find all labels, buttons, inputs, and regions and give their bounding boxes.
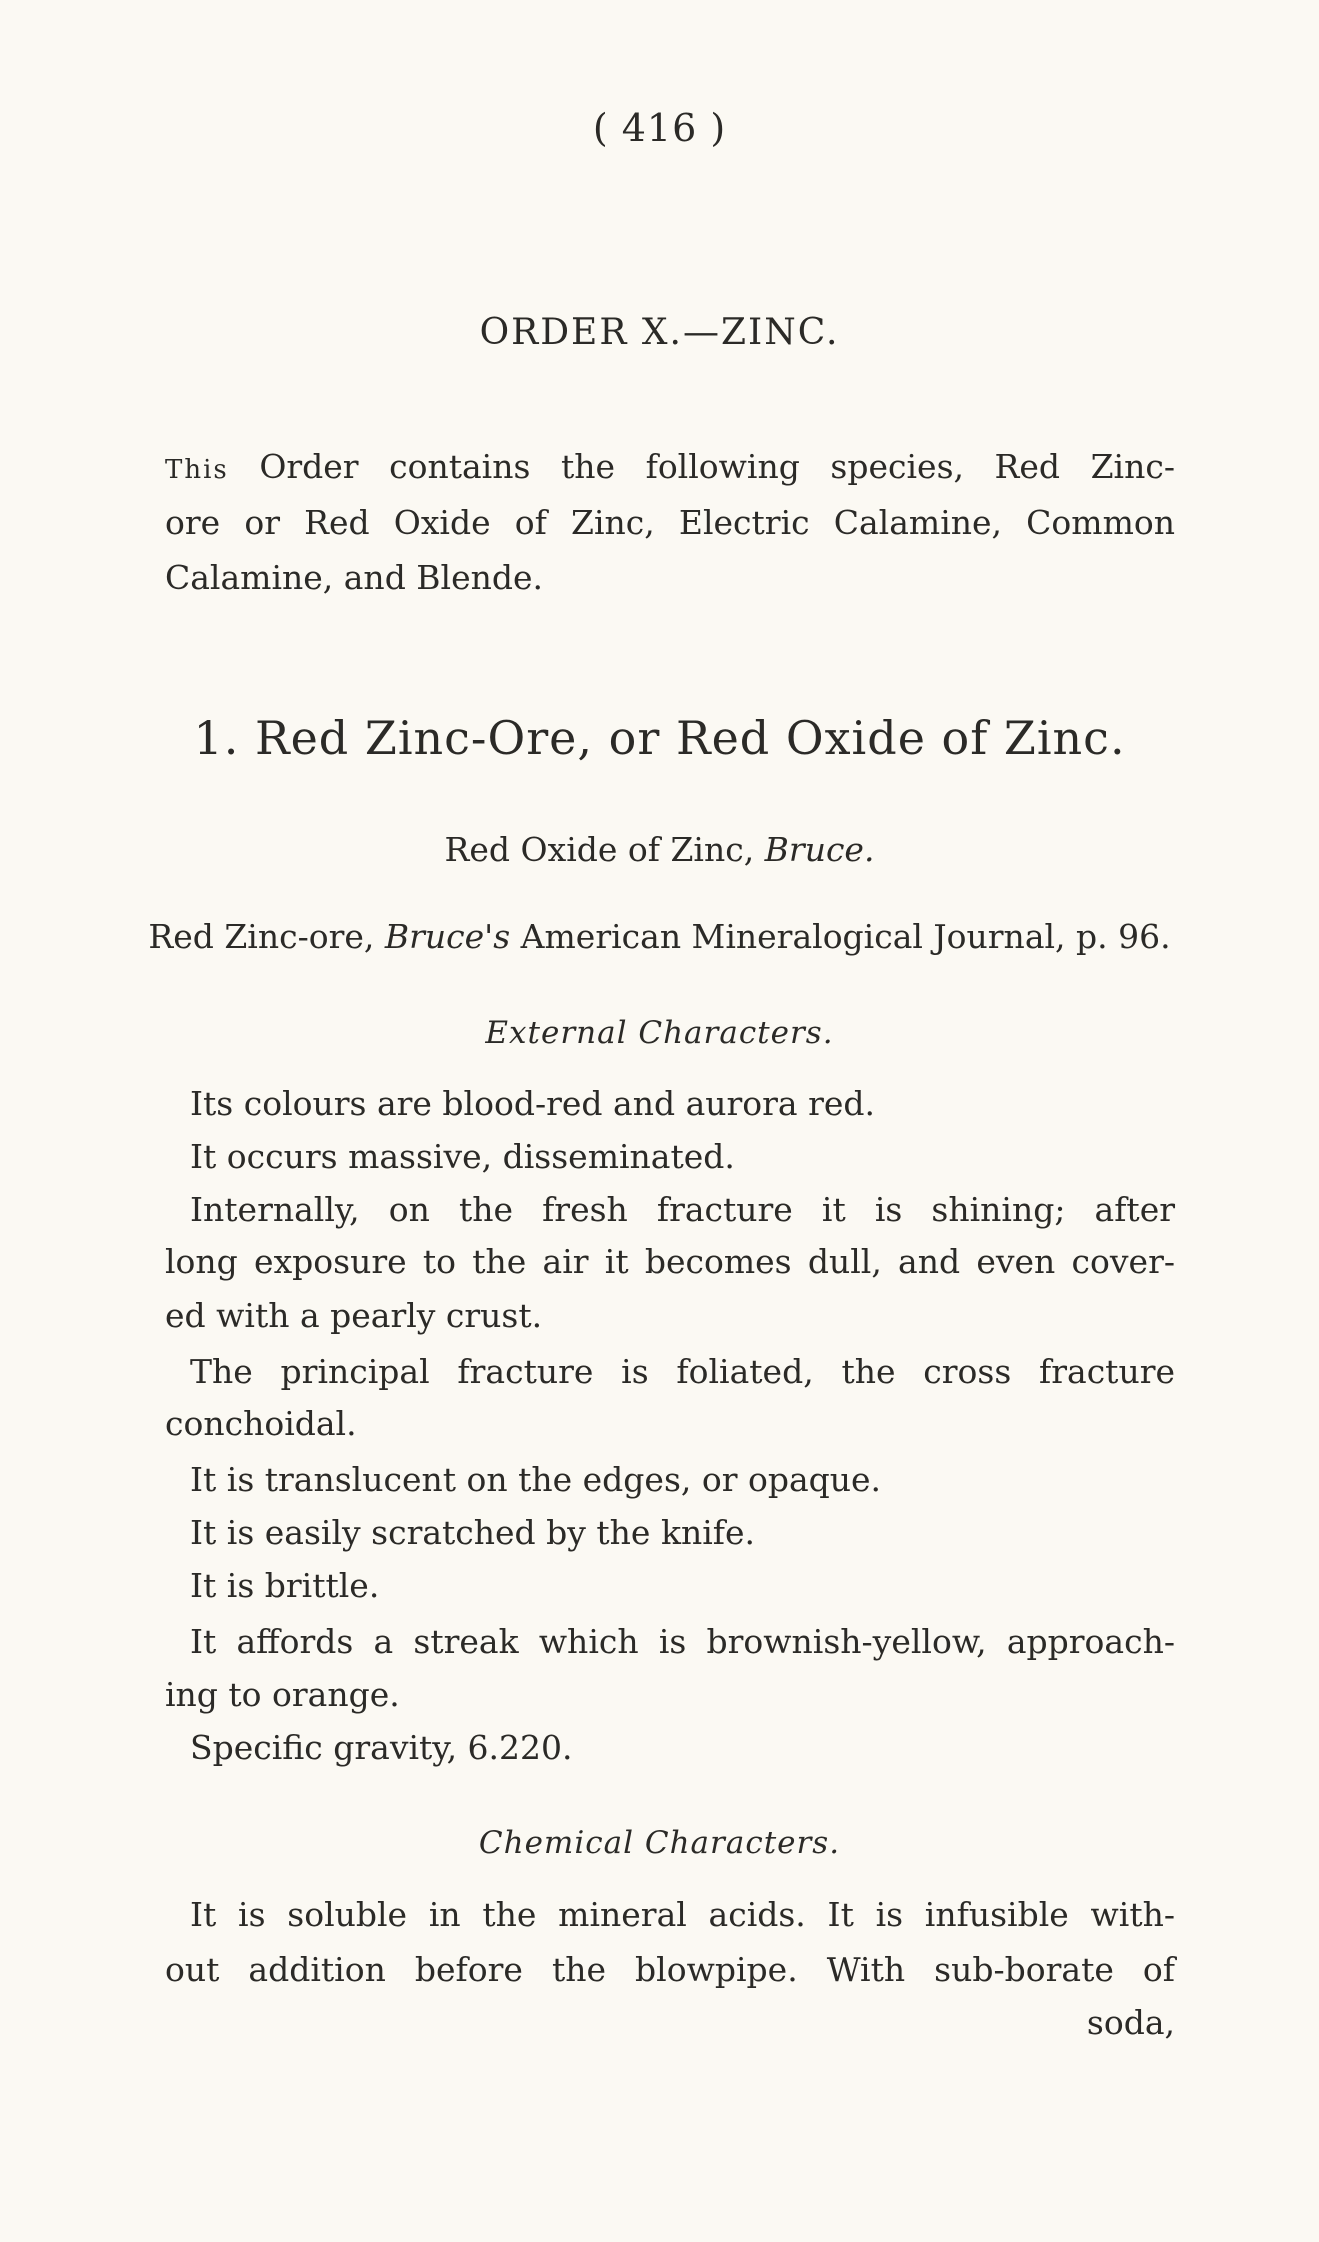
order-title: ORDER X.—ZINC. [479, 312, 840, 353]
external-line: Its colours are blood-red and aurora red. [190, 1084, 875, 1123]
external-line: It is brittle. [190, 1566, 380, 1605]
chemical-characters-heading: Chemical Characters. [478, 1825, 841, 1861]
external-line: It is easily scratched by the knife. [190, 1513, 755, 1552]
external-line: Specific gravity, 6.220. [190, 1728, 573, 1767]
synonym-1-text: Red Oxide of Zinc, [444, 830, 765, 869]
intro-lead-word: This [165, 455, 229, 485]
intro-line-1-text: Order contains the following species, Red Zinc- [228, 447, 1175, 486]
synonym-2-suffix: American Mineralogical Journal, p. 96. [510, 917, 1171, 956]
chemical-line: It is soluble in the mineral acids. It is infusible with- [190, 1895, 1175, 1934]
synonym-2-author: Bruce's [384, 917, 511, 956]
external-line: It is translucent on the edges, or opaque. [190, 1460, 882, 1499]
intro-line-1 [165, 447, 1175, 490]
chemical-line: out addition before the blowpipe. With sub-borate of [165, 1950, 1175, 1989]
external-line: ed with a pearly crust. [165, 1296, 543, 1335]
intro-line-2: ore or Red Oxide of Zinc, Electric Calamine, Common [165, 503, 1175, 542]
synonym-1 [0, 830, 1319, 870]
species-heading: 1. Red Zinc-Ore, or Red Oxide of Zinc. [193, 711, 1126, 765]
external-line: ing to orange. [165, 1675, 400, 1714]
external-characters-heading: External Characters. [485, 1015, 834, 1051]
external-line: The principal fracture is foliated, the cross fracture [190, 1352, 1175, 1391]
catchword: soda, [1086, 2003, 1175, 2042]
external-line: It affords a streak which is brownish-yellow, approach- [190, 1622, 1175, 1661]
external-line: Internally, on the fresh fracture it is shining; after [190, 1190, 1175, 1229]
synonym-2 [0, 917, 1319, 957]
external-line: It occurs massive, disseminated. [190, 1137, 735, 1176]
synonym-2-prefix: Red Zinc-ore, [148, 917, 385, 956]
page-number-header: ( 416 ) [592, 106, 727, 150]
synonym-1-author: Bruce. [764, 830, 875, 869]
external-line: conchoidal. [165, 1404, 357, 1443]
intro-line-3: Calamine, and Blende. [165, 558, 544, 597]
external-line: long exposure to the air it becomes dull, and even cover- [165, 1242, 1175, 1281]
